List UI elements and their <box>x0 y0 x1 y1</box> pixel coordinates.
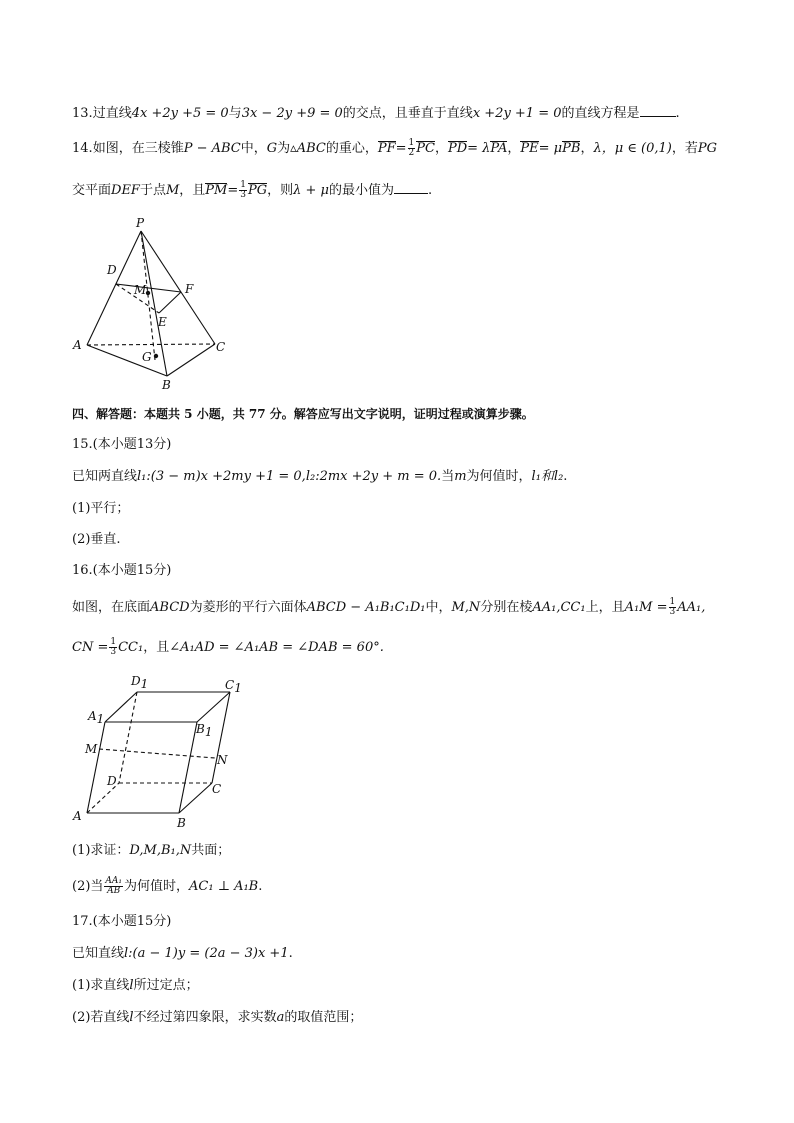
label-b: B <box>177 816 186 830</box>
label-a: A <box>73 809 82 823</box>
q14-line-2: 交平面DEF于点M，且PM= $\frac{1}{3}$ PG，则λ + μ的最小值为 . <box>72 180 433 200</box>
label-d1: D1 <box>131 674 149 691</box>
label-d: D <box>107 774 117 788</box>
q15-part-2: (2)垂直. <box>72 532 121 547</box>
answer-blank[interactable] <box>394 181 428 194</box>
fraction-half: $\frac{1}{2}$ <box>408 138 415 158</box>
q17-part-2: (2)若直线l不经过第四象限，求实数a的取值范围； <box>72 1010 363 1025</box>
label-m: M <box>134 283 147 297</box>
q13-line: 13.过直线4x +2y +5 = 0与3x − 2y +9 = 0的交点，且垂直于直线x +2y +1 = 0的直线方程是 . <box>72 106 680 121</box>
label-c: C <box>216 340 226 354</box>
label-b: B <box>162 378 171 392</box>
label-b1: B1 <box>196 722 213 739</box>
label-m: M <box>85 742 98 756</box>
q16-header: 16.(本小题15分) <box>72 563 172 578</box>
label-a1: A1 <box>88 709 105 726</box>
point-g <box>154 354 158 358</box>
label-d: D <box>107 263 117 277</box>
label-p: P <box>136 216 145 230</box>
q15-stem: 已知两直线l₁:(3 − m)x +2my +1 = 0,l₂:2mx +2y + m = 0.当m为何值时，l₁和l₂. <box>72 469 568 484</box>
label-g: G <box>142 350 152 364</box>
q16-stem-2: CN = $\frac{1}{3}$ CC₁，且∠A₁AD = ∠A₁AB = ∠DAB = 60°. <box>72 637 384 657</box>
label-f: F <box>185 282 194 296</box>
label-e: E <box>158 315 167 329</box>
q17-header: 17.(本小题15分) <box>72 914 172 929</box>
q17-stem: 已知直线l:(a − 1)y = (2a − 3)x +1. <box>72 946 293 961</box>
figure-tetrahedron <box>70 212 240 397</box>
label-c: C <box>212 782 222 796</box>
q13-label: 13. <box>72 106 93 121</box>
q17-part-1: (1)求直线l所过定点； <box>72 978 199 993</box>
section-heading: 四、解答题：本题共 5 小题，共 77 分。解答应写出文字说明，证明过程或演算步骤。 <box>72 407 534 421</box>
q16-part-1: (1)求证：D,M,B₁,N共面； <box>72 843 231 858</box>
figure-parallelepiped <box>70 670 250 835</box>
q16-stem-1: 如图，在底面ABCD为菱形的平行六面体ABCD − A₁B₁C₁D₁中，M,N分别在棱AA₁,CC₁上，且A₁M = $\frac{1}{3}$ AA₁, <box>72 597 706 617</box>
fraction-third: $\frac{1}{3}$ <box>240 180 246 200</box>
label-a: A <box>73 338 82 352</box>
point-m <box>146 291 150 295</box>
label-c1: C1 <box>225 678 242 695</box>
q16-part-2: (2)当 $\frac{\text{AA₁}}{AB}$ 为何值时，AC₁ ⊥ A₁B. <box>72 876 263 896</box>
q15-part-1: (1)平行； <box>72 501 130 516</box>
q15-header: 15.(本小题13分) <box>72 437 172 452</box>
answer-blank[interactable] <box>640 104 676 117</box>
label-n: N <box>217 753 228 767</box>
q14-line-1: 14.如图，在三棱锥P − ABC中，G为▵ABC的重心，PF= $\frac{1}{2}$ PC，PD= λPA，PE= μPB，λ，μ ∈ (0,1)，若PG <box>72 138 718 158</box>
